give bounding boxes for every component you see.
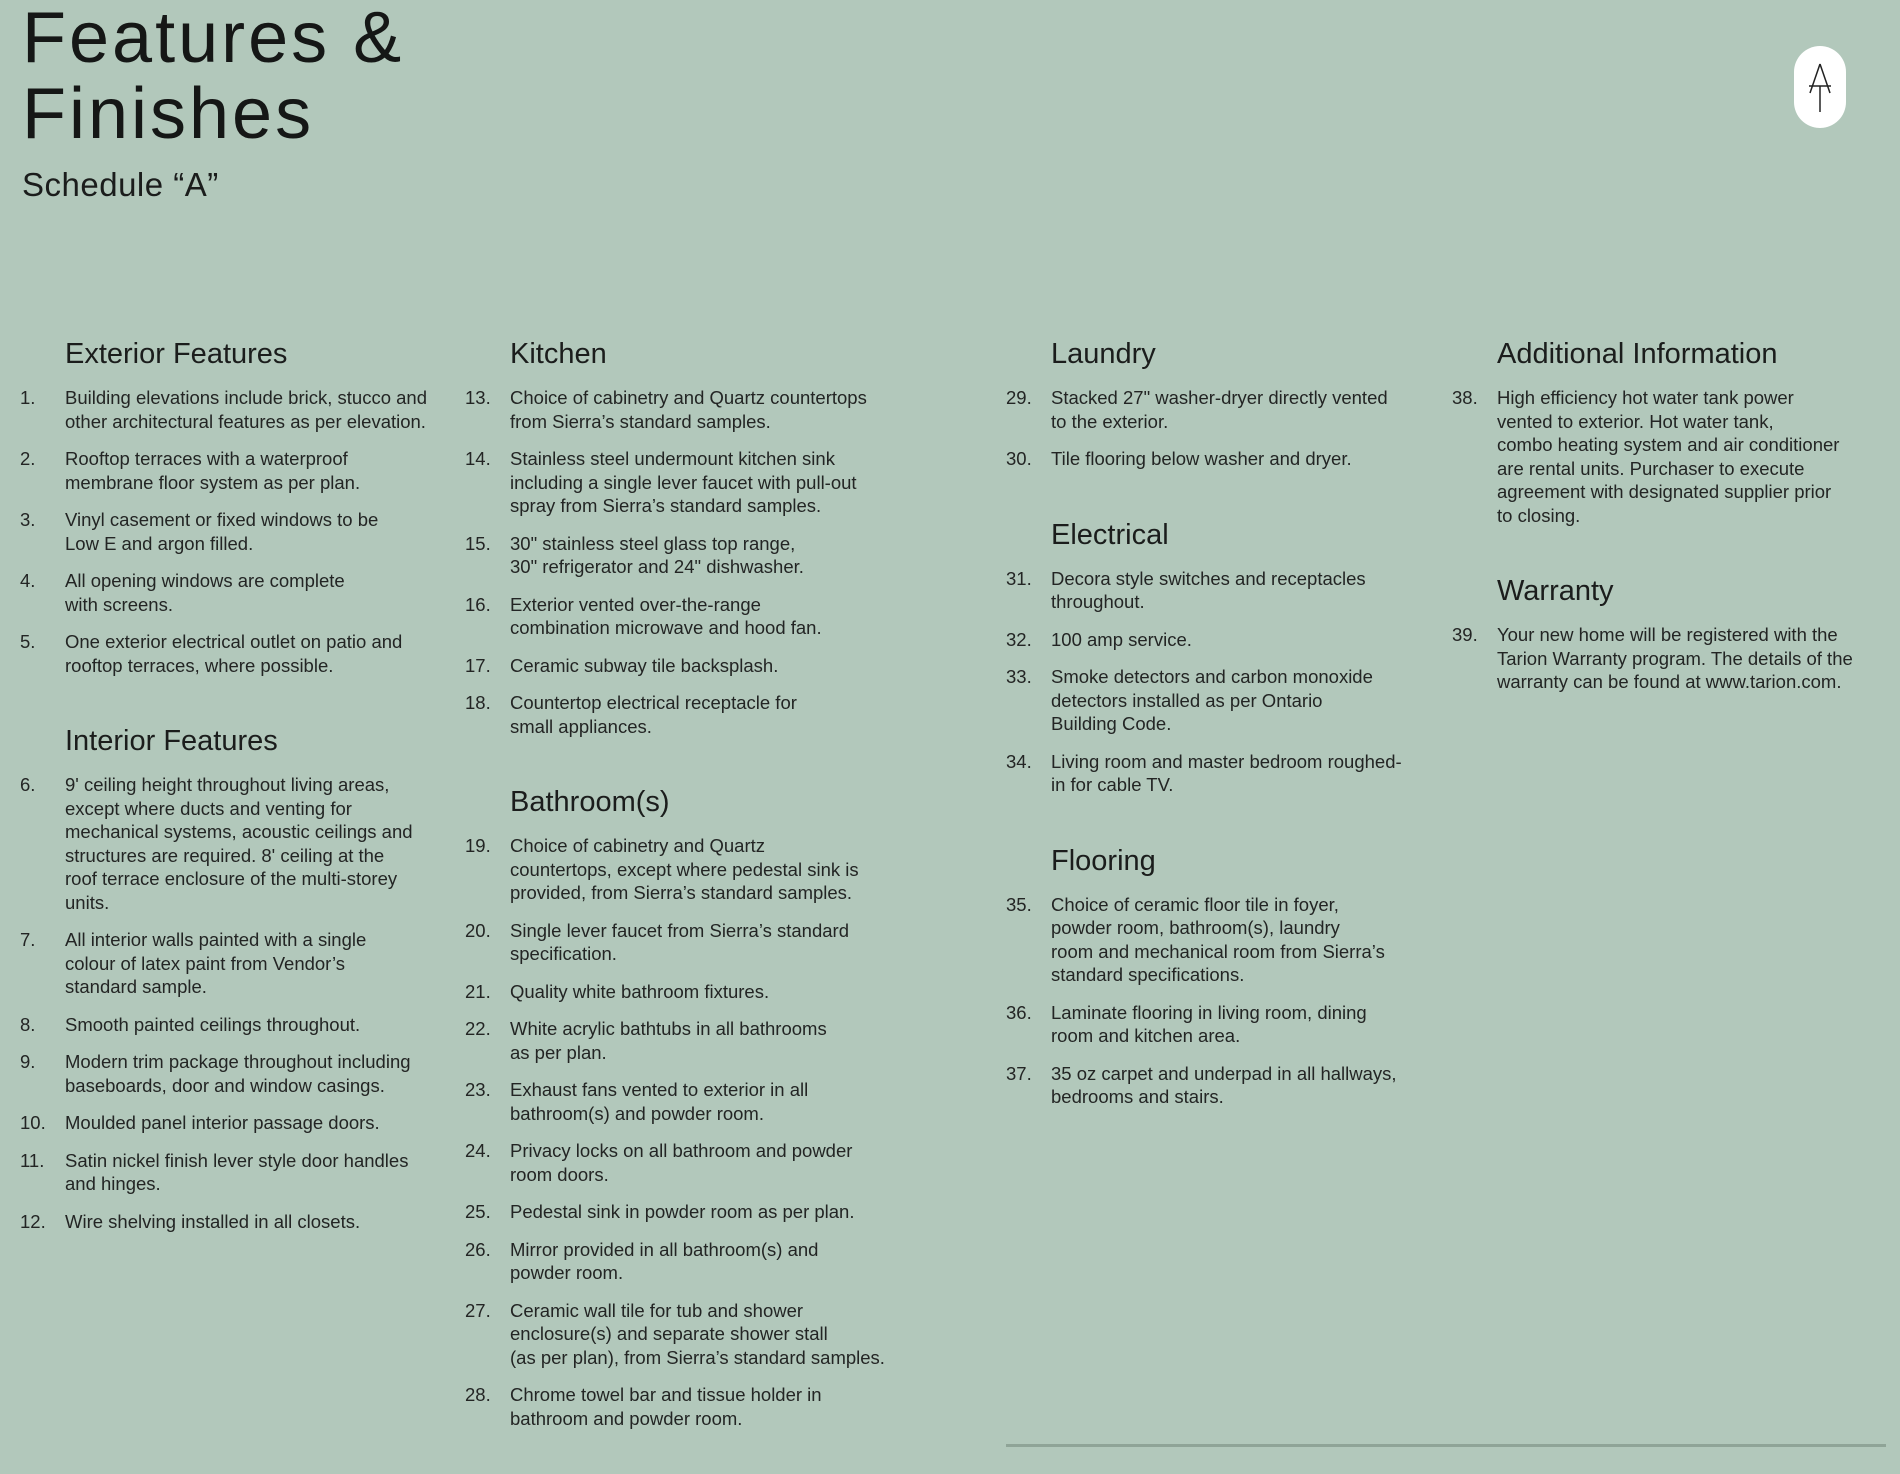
list-item [20,773,450,914]
list-item [465,1139,905,1186]
item-text: Wire shelving installed in all closets. [65,1210,361,1232]
item-text: Your new home will be registered with the Tarion Warranty program. The details of the warranty can be found at www.tarion.com. [1497,624,1853,692]
column-2 [465,334,905,1474]
item-text: 9' ceiling height throughout living areas, except where ducts and venting for mechanical systems, acoustic ceilings and structures are required. 8' ceiling at the roof terrace enclosure of the multi-storey units. [65,774,413,913]
title-line-1: Features & [22,0,405,78]
item-number: 21. [465,980,491,1002]
page-subtitle: Schedule “A” [22,166,219,203]
item-text: Choice of cabinetry and Quartz countertops from Sierra’s standard samples. [510,387,867,432]
item-number: 17. [465,654,491,676]
item-number: 23. [465,1079,491,1100]
item-text: Exterior vented over-the-range combination microwave and hood fan. [510,593,822,638]
item-number: 4. [20,570,36,591]
section-exterior-features [20,334,450,677]
item-number: 18. [465,692,491,713]
list-item [1452,386,1892,527]
item-number: 31. [1006,567,1032,589]
column-4 [1452,334,1892,738]
item-text: High efficiency hot water tank power vented to exterior. Hot water tank, combo heating system and air conditioner are rental units. Purchaser to execute agreement with designated supplier prior to closing. [1497,387,1840,526]
item-text: Tile flooring below washer and dryer. [1051,448,1352,469]
brand-logo-icon [1794,46,1846,128]
section-laundry [1006,334,1446,471]
list-item [465,386,905,433]
item-number: 20. [465,919,491,941]
item-number: 35. [1006,893,1032,915]
item-number: 26. [465,1238,491,1260]
item-number: 30. [1006,448,1032,469]
list-item [465,919,905,966]
list-item [465,593,905,640]
list-item [20,1111,450,1135]
section-bathrooms [465,782,905,1430]
item-text: Countertop electrical receptacle for small appliances. [510,692,797,737]
list-item [465,532,905,579]
item-text: Moulded panel interior passage doors. [65,1112,380,1133]
item-number: 16. [465,593,491,615]
list-item [465,1299,905,1370]
section-heading: Warranty [1497,575,1614,607]
item-text: Modern trim package throughout including baseboards, door and window casings. [65,1051,411,1096]
item-text: Satin nickel finish lever style door handles and hinges. [65,1149,409,1194]
item-number: 36. [1006,1001,1032,1023]
list-item [20,386,450,433]
list-item [20,928,450,999]
item-text: Ceramic wall tile for tub and shower enclosure(s) and separate shower stall (as per plan), from Sierra’s standard samples. [510,1299,885,1368]
item-text: All interior walls painted with a single colour of latex paint from Vendor’s standard sample. [65,929,367,997]
list-item [20,630,450,677]
item-text: Smooth painted ceilings throughout. [65,1013,361,1035]
list-item [1006,628,1446,652]
footnote-cropped [1006,1440,1886,1448]
item-text: One exterior electrical outlet on patio and rooftop terraces, where possible. [65,631,403,676]
item-text: 35 oz carpet and underpad in all hallways, bedrooms and stairs. [1051,1062,1397,1107]
item-text: Choice of cabinetry and Quartz countertops, except where pedestal sink is provided, from Sierra’s standard samples. [510,835,859,903]
at-monogram-icon [1794,46,1846,128]
list-item [20,1013,450,1037]
page-title [22,0,404,152]
list-item [1452,623,1892,694]
item-text: Stacked 27" washer-dryer directly vented to the exterior. [1051,387,1388,432]
section-electrical [1006,515,1446,797]
item-number: 38. [1452,387,1478,408]
list-item [1006,1062,1446,1109]
item-number: 27. [465,1299,491,1321]
section-heading: Interior Features [65,725,278,757]
item-text: 30" stainless steel glass top range, 30" refrigerator and 24" dishwasher. [510,532,804,577]
list-item [465,654,905,678]
item-number: 29. [1006,387,1032,408]
section-interior-features [20,721,450,1233]
list-item [465,980,905,1004]
title-line-2: Finishes [22,74,315,154]
section-warranty [1452,571,1892,694]
item-number: 15. [465,532,491,554]
item-text: Privacy locks on all bathroom and powder room doors. [510,1140,853,1185]
list-item [20,569,450,616]
item-number: 39. [1452,624,1478,645]
footnote-line [1006,1444,1886,1447]
item-number: 8. [20,1013,36,1035]
list-item [1006,893,1446,987]
item-text: Rooftop terraces with a waterproof membrane floor system as per plan. [65,448,361,493]
list-item [465,1078,905,1125]
list-item [465,447,905,518]
item-text: Exhaust fans vented to exterior in all bathroom(s) and powder room. [510,1079,809,1124]
item-number: 12. [20,1210,46,1232]
list-item [465,691,905,738]
item-text: Single lever faucet from Sierra’s standard specification. [510,919,849,964]
list-item [1006,665,1446,736]
item-number: 34. [1006,750,1032,772]
list-item [1006,447,1446,471]
item-text: Choice of ceramic floor tile in foyer, powder room, bathroom(s), laundry room and mechanical room from Sierra’s standard specifications. [1051,893,1385,985]
section-heading: Additional Information [1497,338,1778,370]
item-number: 19. [465,835,491,856]
list-item [20,1050,450,1097]
list-item [20,508,450,555]
section-additional-information [1452,334,1892,527]
item-number: 14. [465,448,491,469]
item-number: 37. [1006,1062,1032,1084]
list-item [465,1383,905,1430]
item-text: Stainless steel undermount kitchen sink including a single lever faucet with pull-out spray from Sierra’s standard samples. [510,448,857,516]
list-item [465,1017,905,1064]
item-text: White acrylic bathtubs in all bathrooms as per plan. [510,1018,827,1063]
item-text: Living room and master bedroom roughed- in for cable TV. [1051,750,1402,795]
list-item [20,1210,450,1234]
item-number: 33. [1006,666,1032,687]
list-item [1006,1001,1446,1048]
item-number: 22. [465,1018,491,1039]
item-number: 25. [465,1201,491,1222]
section-heading: Laundry [1051,338,1156,370]
list-item [465,1200,905,1224]
item-text: 100 amp service. [1051,628,1192,650]
item-number: 24. [465,1140,491,1161]
list-item [1006,750,1446,797]
item-text: Chrome towel bar and tissue holder in bathroom and powder room. [510,1384,822,1429]
item-text: Laminate flooring in living room, dining room and kitchen area. [1051,1001,1367,1046]
item-number: 7. [20,929,36,950]
list-item [465,1238,905,1285]
item-text: Mirror provided in all bathroom(s) and powder room. [510,1238,819,1283]
section-kitchen [465,334,905,738]
item-number: 13. [465,387,491,408]
item-text: Quality white bathroom fixtures. [510,980,770,1002]
item-number: 11. [20,1149,45,1171]
list-item [1006,567,1446,614]
section-heading: Exterior Features [65,338,288,370]
list-item [20,1149,450,1196]
list-item [1006,386,1446,433]
section-heading: Kitchen [510,338,607,370]
item-text: Decora style switches and receptacles throughout. [1051,567,1366,612]
item-number: 10. [20,1112,46,1133]
list-item [20,447,450,494]
column-1 [20,334,450,1277]
item-number: 28. [465,1384,491,1405]
item-text: Pedestal sink in powder room as per plan. [510,1201,855,1222]
section-heading: Electrical [1051,518,1169,551]
list-item [465,834,905,905]
item-number: 6. [20,774,36,795]
column-3 [1006,334,1446,1153]
section-flooring [1006,841,1446,1109]
item-number: 2. [20,448,36,469]
item-number: 32. [1006,628,1032,650]
item-number: 9. [20,1051,36,1072]
section-heading: Bathroom(s) [510,786,670,818]
item-number: 5. [20,631,36,652]
item-number: 1. [20,387,36,408]
section-heading: Flooring [1051,844,1156,877]
item-number: 3. [20,509,36,530]
item-text: Building elevations include brick, stucco and other architectural features as per elevation. [65,387,427,432]
item-text: Ceramic subway tile backsplash. [510,654,779,676]
item-text: All opening windows are complete with screens. [65,570,345,615]
item-text: Smoke detectors and carbon monoxide detectors installed as per Ontario Building Code. [1051,666,1373,734]
item-text: Vinyl casement or fixed windows to be Low E and argon filled. [65,509,379,554]
